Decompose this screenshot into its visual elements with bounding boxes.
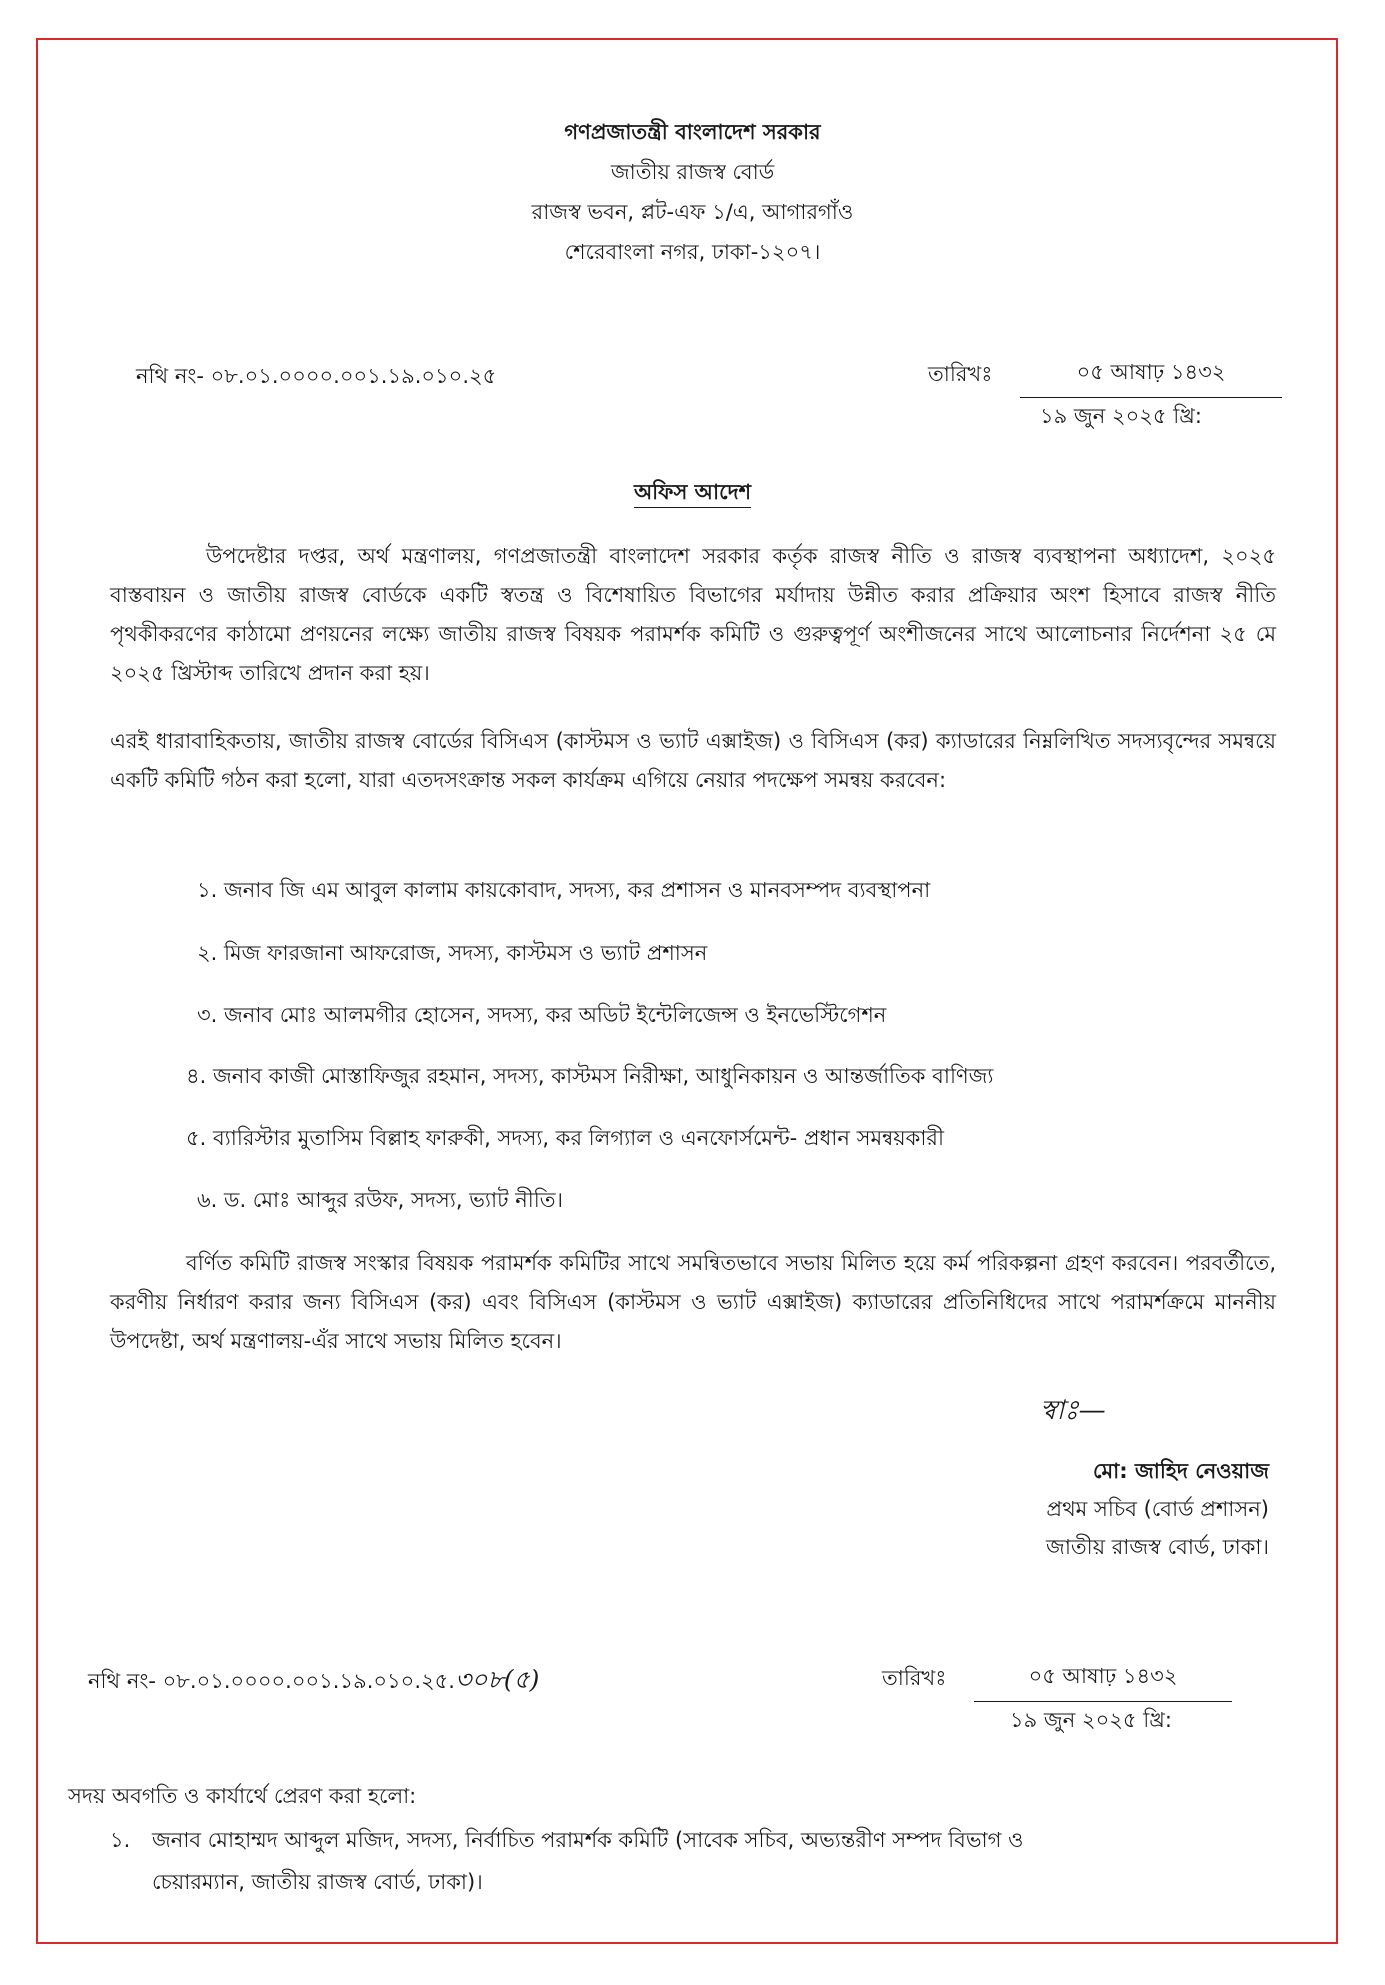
member-item: ৫. ব্যারিস্টার মুতাসিম বিল্লাহ ফারুকী, সদস্য, কর লিগ্যাল ও এনফোর্সমেন্ট- প্রধান সমন্বয়কারী [186,1126,944,1150]
office-address-1: রাজস্ব ভবন, প্লট-এফ ১/এ, আগারগাঁও [531,200,854,224]
member-item: ৬. ড. মোঃ আব্দুর রউফ, সদস্য, ভ্যাট নীতি। [197,1188,564,1212]
paragraph-1: উপদেষ্টার দপ্তর, অর্থ মন্ত্রণালয়, গণপ্রজাতন্ত্রী বাংলাদেশ সরকার কর্তৃক রাজস্ব নীতি ও রাজস্ব ব্যবস্থাপনা অধ্যাদেশ, ২০২৫ বাস্তবায়ন ও জাতীয় রাজস্ব বোর্ডকে একটি স্বতন্ত্র ও বিশেষায়িত বিভাগের মর্যাদায় উন্নীত করার প্রক্রিয়ার অংশ হিসাবে রাজস্ব নীতি পৃথকীকরণের কাঠামো প্রণয়নের লক্ষ্যে জাতীয় রাজস্ব বিষয়ক পরামর্শক কমিটি ও গুরুত্বপূর্ণ অংশীজনের সাথে আলোচনার নির্দেশনা ২৫ মে ২০২৫ খ্রিস্টাব্দ তারিখে প্রদান করা হয়। [110,544,1276,685]
order-title-wrap [0,476,1385,511]
signature-mark: স্বাঃ— [1040,1395,1106,1426]
signatory-name: মো: জাহিদ নেওয়াজ [1092,1459,1269,1483]
memo-date-english: ১৯ জুন ২০২৫ খ্রি: [1010,1708,1172,1732]
office-name: জাতীয় রাজস্ব বোর্ড [610,160,775,184]
member-item: ৪. জনাব কাজী মোস্তাফিজুর রহমান, সদস্য, কাস্টমস নিরীক্ষা, আধুনিকায়ন ও আন্তর্জাতিক বাণিজ্য [186,1064,994,1088]
memo-date-bangla: ০৫ আষাঢ় ১৪৩২ [974,1660,1232,1702]
paragraph-3: বর্ণিত কমিটি রাজস্ব সংস্কার বিষয়ক পরামর্শক কমিটির সাথে সমন্বিতভাবে সভায় মিলিত হয়ে কর্ম পরিকল্পনা গ্রহণ করবেন। পরবর্তীতে, করণীয় নির্ধারণ করার জন্য বিসিএস (কর) এবং বিসিএস (কাস্টমস ও ভ্যাট এক্সাইজ) ক্যাডারের প্রতিনিধিদের সাথে পরামর্শক্রমে মাননীয় উপদেষ্টা, অর্থ মন্ত্রণালয়-এঁর সাথে সভায় মিলিত হবেন। [110,1251,1276,1353]
signatory-designation: প্রথম সচিব (বোর্ড প্রশাসন) [1046,1497,1269,1521]
memo-date-label: তারিখঃ [882,1666,947,1690]
date-bangla: ০৫ আষাঢ় ১৪৩২ [1020,356,1282,398]
office-address-2: শেরেবাংলা নগর, ঢাকা-১২০৭। [564,240,821,264]
signatory-office: জাতীয় রাজস্ব বোর্ড, ঢাকা। [1046,1535,1269,1559]
distribution-item-line-1: জনাব মোহাম্মদ আব্দুল মজিদ, সদস্য, নির্বাচিত পরামর্শক কমিটি (সাবেক সচিব, অভ্যন্তরীণ সম্পদ বিভাগ ও [152,1828,1024,1852]
govt-title: গণপ্রজাতন্ত্রী বাংলাদেশ সরকার [564,120,821,144]
distribution-item-line-2: চেয়ারম্যান, জাতীয় রাজস্ব বোর্ড, ঢাকা)। [152,1870,483,1894]
memo-reference-printed: নথি নং- ০৮.০১.০০০০.০০১.১৯.০১০.২৫. [88,1669,455,1693]
member-item: ৩. জনাব মোঃ আলমগীর হোসেন, সদস্য, কর অডিট ইন্টেলিজেন্স ও ইনভেস্টিগেশন [197,1003,887,1027]
memo-reference-number [88,1660,539,1703]
order-title: অফিস আদেশ [634,480,751,508]
signature-block [1046,1452,1269,1566]
date-english: ১৯ জুন ২০২৫ খ্রি: [1040,404,1202,428]
paragraph-2: এরই ধারাবাহিকতায়, জাতীয় রাজস্ব বোর্ডের বিসিএস (কাস্টমস ও ভ্যাট এক্সাইজ) ও বিসিএস (কর) ক্যাডারের নিম্নলিখিত সদস্যবৃন্দের সমন্বয়ে একটি কমিটি গঠন করা হলো, যারা এতদসংক্রান্ত সকল কার্যক্রম এগিয়ে নেয়ার পদক্ষেপ সমন্বয় করবেন: [110,729,1276,792]
date-label: তারিখঃ [928,362,993,386]
page-border [36,38,1338,1944]
distribution-intro: সদয় অবগতি ও কার্যার্থে প্রেরণ করা হলো: [68,1784,417,1808]
reference-number: নথি নং- ০৮.০১.০০০০.০০১.১৯.০১০.২৫ [136,364,497,388]
member-item: ২. মিজ ফারজানা আফরোজ, সদস্য, কাস্টমস ও ভ্যাট প্রশাসন [197,941,708,965]
memo-reference-handwritten: ৩০৮(৫) [454,1665,540,1694]
distribution-item-number: ১. [110,1828,131,1852]
member-item: ১. জনাব জি এম আবুল কালাম কায়কোবাদ, সদস্য, কর প্রশাসন ও মানবসম্পদ ব্যবস্থাপনা [197,878,931,902]
